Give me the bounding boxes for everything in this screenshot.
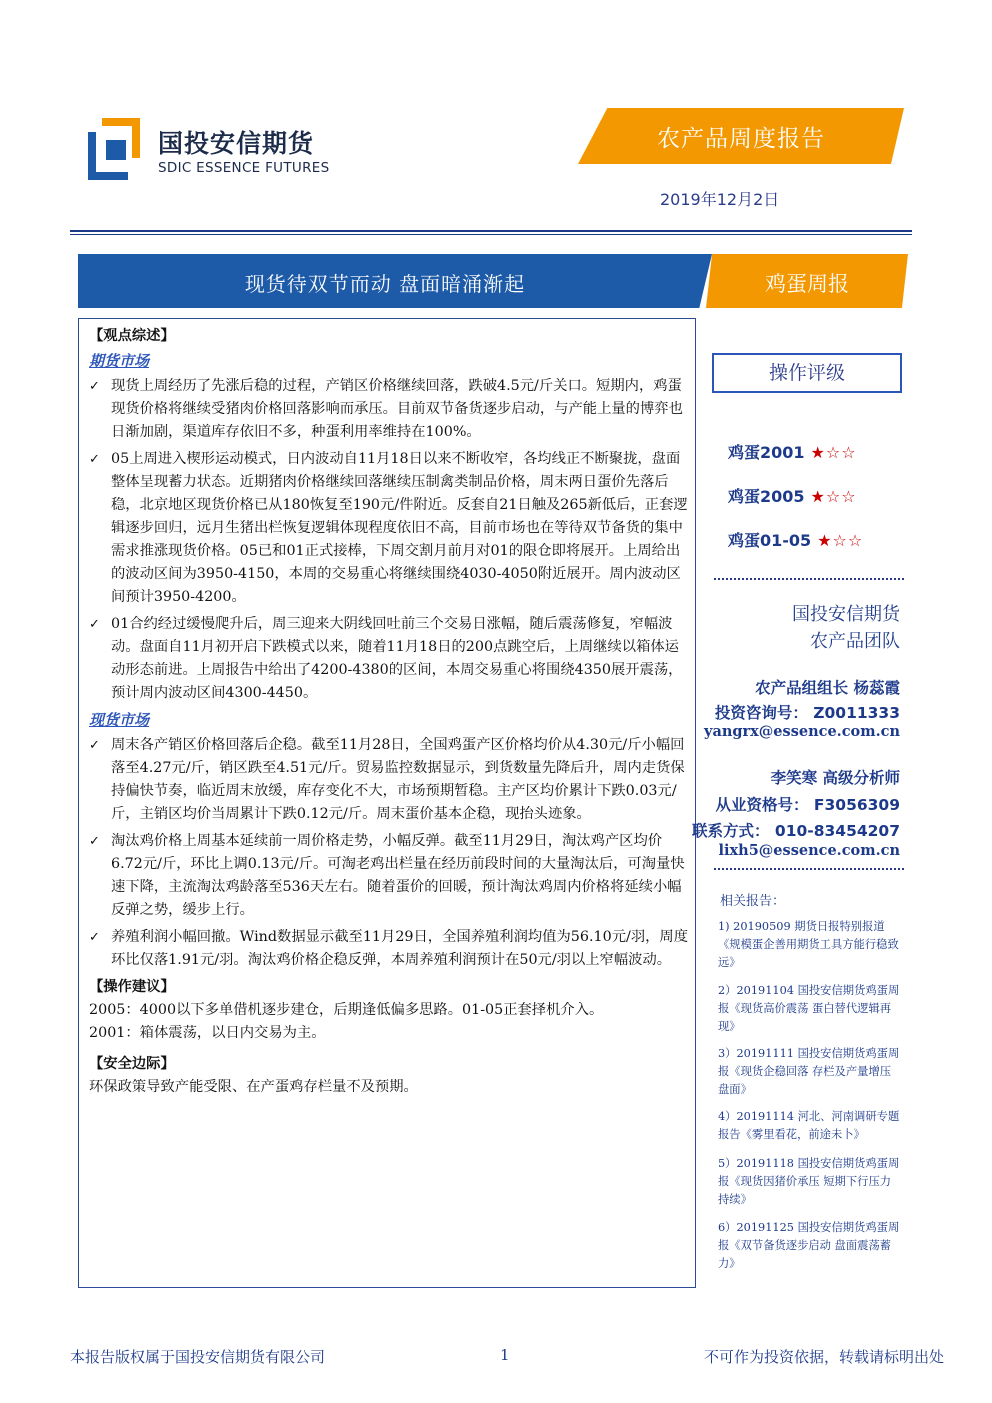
rating-title-box: 操作评级 [712, 353, 902, 393]
category-banner [706, 254, 908, 308]
logo-english-name: SDIC ESSENCE FUTURES [158, 160, 330, 176]
report-type-banner [578, 108, 904, 164]
related-reports-heading: 相关报告： [720, 894, 786, 909]
team-name: 国投安信期货 [792, 604, 900, 625]
logo-chinese-name: 国投安信期货 [158, 129, 315, 158]
check-icon: ✓ [89, 617, 100, 632]
bullet-text: 01合约经过缓慢爬升后，周三迎来大阴线回吐前三个交易日涨幅，随后震荡修复，窄幅波动。盘面自11月初开启下跌模式以来，随着11月18日的200点跳空后，上周继续以箱体运动形态前进。上周报告中给出了4200-4380的区间，本周交易重心将围绕4350展开震荡，预计周内波动区间4300-4450。 [111, 616, 683, 701]
dotted-divider [714, 868, 904, 870]
overview-heading: 【观点综述】 [89, 328, 175, 344]
star-rating-icon: ★☆☆ [810, 487, 857, 506]
rating-row [728, 440, 857, 463]
futures-heading: 期货市场 [89, 352, 150, 370]
related-report-item: 6）20191125 国投安信期货鸡蛋周报《双节备货逐步启动 盘面震荡蓄力》 [718, 1221, 900, 1270]
advice-line: 2005：4000以下多单借机逐步建仓，后期逢低偏多思路。01-05正套择机介入。 [89, 1002, 604, 1018]
page-number: 1 [500, 1346, 510, 1364]
rating-row [728, 528, 863, 551]
star-rating-icon: ★☆☆ [817, 531, 864, 550]
footer-disclaimer: 不可作为投资依据，转载请标明出处 [703, 1348, 944, 1366]
headline: 现货待双节而动 盘面暗涌渐起 [244, 272, 526, 296]
rating-label: 鸡蛋2005 [728, 487, 805, 506]
bullet-text: 05上周进入楔形运动模式，日内波动自11月18日以来不断收窄，各均线正不断聚拢，盘面整体呈现蓄力状态。近期猪肉价格继续回落继续压制禽类制品价格，周末两日蛋价先落后稳，北京地区现货价格已从180恢复至190元/件附近。反套自21日触及265新低后，正套逻辑逐步回归，远月生猪出栏恢复逻辑体现程度依旧不高，目前市场也在等待双节备货的集中需求推涨现货价格。05已和01正式接棒，下周交割月前月对01的限仓即将展开。上周给出的波动区间为3950-4150，本周的交易重心将继续围绕4030-4050附近展开。周内波动区间预计3950-4200。 [111, 451, 688, 605]
category-label: 鸡蛋周报 [765, 272, 849, 296]
star-rating-icon: ★☆☆ [810, 443, 857, 462]
bullet-text: 养殖利润小幅回撤。Wind数据显示截至11月29日，全国养殖利润均值为56.10元/羽，周度环比仅落1.91元/羽。淘汰鸡价格企稳反弹，本周养殖利润预计在50元/羽以上窄幅波动。 [111, 929, 689, 968]
related-report-item: 4）20191114 河北、河南调研专题报告《雾里看花，前途未卜》 [718, 1110, 900, 1141]
bullet-text: 淘汰鸡价格上周基本延续前一周价格走势，小幅反弹。截至11月29日，淘汰鸡产区均价6.72元/斤，环比上调0.13元/斤。可淘老鸡出栏量在经历前段时间的大量淘汰后，可淘量快速下降，主流淘汰鸡龄落至536天左右。随着蛋价的回暖，预计淘汰鸡周内价格将延续小幅反弹之势，缓步上行。 [111, 833, 685, 918]
related-report-item: 2）20191104 国投安信期货鸡蛋周报《现货高价震荡 蛋白替代逻辑再现》 [718, 984, 900, 1033]
report-date: 2019年12月2日 [660, 190, 780, 209]
list-item [89, 926, 693, 972]
safety-heading: 【安全边际】 [89, 1056, 175, 1072]
list-item [89, 375, 693, 444]
analyst1-email: yangrx@essence.com.cn [704, 723, 900, 740]
bullet-text: 现货上周经历了先涨后稳的过程，产销区价格继续回落，跌破4.5元/斤关口。短期内，鸡蛋现货价格将继续受猪肉价格回落影响而承压。目前双节备货逐步启动，与产能上量的博弈也日渐加剧，渠道库存依旧不多，种蛋利用率维持在100%。 [111, 378, 683, 440]
analyst2-title: 李笑寒 高级分析师 [770, 769, 900, 787]
check-icon: ✓ [89, 738, 100, 753]
list-item [89, 613, 693, 705]
spot-heading: 现货市场 [89, 711, 150, 729]
related-report-item: 3）20191111 国投安信期货鸡蛋周报《现货企稳回落 存栏及产量增压盘面》 [718, 1047, 900, 1096]
dotted-divider [714, 578, 904, 580]
team-subname: 农产品团队 [810, 631, 900, 652]
related-report-item: 5）20191118 国投安信期货鸡蛋周报《现货因猪价承压 短期下行压力持续》 [718, 1157, 900, 1206]
advice-heading: 【操作建议】 [89, 979, 175, 995]
main-content-box [78, 318, 696, 1288]
report-type-label: 农产品周度报告 [657, 126, 825, 152]
bullet-text: 周末各产销区价格回落后企稳。截至11月28日，全国鸡蛋产区价格均价从4.30元/斤小幅回落至4.27元/斤，销区跌至4.51元/斤。贸易监控数据显示，到货数量先降后升，周内走货保持偏快节奏，临近周末放缓，库存变化不大，市场预期暂稳。主产区均价累计下跌0.03元/斤，主销区均价当周累计下跌0.12元/斤。周末蛋价基本企稳，现抬头迹象。 [111, 737, 685, 822]
headline-banner [78, 254, 712, 308]
check-icon: ✓ [89, 930, 100, 945]
related-report-item: 1) 20190509 期货日报特别报道《规模蛋企善用期货工具方能行稳致远》 [718, 920, 899, 969]
check-icon: ✓ [89, 452, 100, 467]
company-logo [88, 118, 328, 184]
analyst1-license: 投资咨询号： Z0011333 [714, 704, 900, 722]
rating-label: 鸡蛋2001 [728, 443, 805, 462]
list-item [89, 830, 693, 922]
list-item [89, 448, 693, 609]
footer-copyright: 本报告版权属于国投安信期货有限公司 [70, 1348, 326, 1366]
check-icon: ✓ [89, 834, 100, 849]
advice-line: 2001：箱体震荡，以日内交易为主。 [89, 1025, 326, 1041]
analyst2-phone: 联系方式： 010-83454207 [692, 822, 900, 840]
analyst2-email: lixh5@essence.com.cn [718, 842, 900, 859]
header-divider [70, 230, 912, 232]
logo-mark-icon [88, 118, 140, 180]
rating-label: 鸡蛋01-05 [728, 531, 812, 550]
safety-text: 环保政策导致产能受限、在产蛋鸡存栏量不及预期。 [89, 1079, 418, 1095]
analyst2-license: 从业资格号： F3056309 [715, 796, 900, 814]
list-item [89, 734, 693, 826]
header-divider-thin [70, 234, 912, 235]
rating-row [728, 484, 857, 507]
analyst1-title: 农产品组组长 杨蕊霞 [755, 679, 900, 697]
check-icon: ✓ [89, 379, 100, 394]
